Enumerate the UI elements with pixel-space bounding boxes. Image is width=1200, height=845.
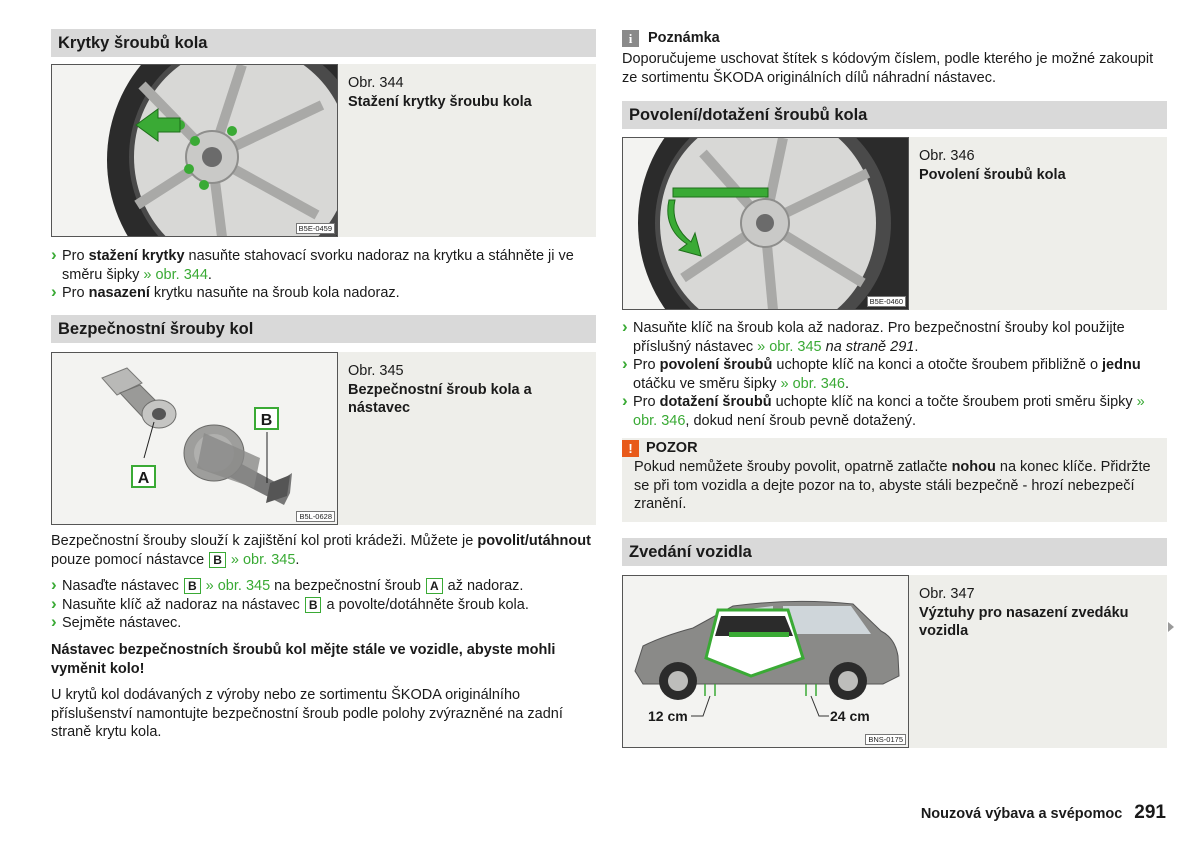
text: na konec klíče. Přidržte se při tom vozidla a dejte pozor na to, abyste stáli bezpečně - hrozí nebezpečí zranění.	[634, 459, 1151, 512]
note-text: Doporučujeme uschovat štítek s kódovým číslem, podle kterého je možné zakoupit ze sortimentu ŠKODA originálních dílů náhradní nástavec.	[622, 51, 1154, 86]
info-icon: i	[622, 30, 639, 47]
text: Pro	[62, 285, 89, 301]
figure-caption	[348, 74, 588, 111]
section-heading-loosen-tighten: Povolení/dotažení šroubů kola	[622, 101, 1167, 129]
list-item	[51, 577, 596, 596]
text: Sejměte nástavec.	[62, 615, 182, 631]
figure-number: Obr. 346	[919, 148, 975, 164]
figure-caption	[348, 362, 588, 418]
figure-code: B5L-0628	[296, 511, 335, 522]
warning-icon: !	[622, 440, 639, 457]
text: uchopte klíč na konci a otočte šroubem přibližně o	[772, 357, 1103, 373]
page-number: 291	[1134, 802, 1166, 823]
key-label-b: B	[209, 552, 226, 568]
bold-text: povolit/utáhnout	[477, 533, 591, 549]
important-note: Nástavec bezpečnostních šroubů kol mějte stále ve vozidle, abyste mohli vyměnit kolo!	[51, 642, 556, 677]
warning-text	[622, 458, 1167, 522]
note-heading	[622, 29, 720, 48]
wheel-cover-paragraph: U krytů kol dodávaných z výroby nebo ze sortimentu ŠKODA originálního příslušenství namontujte bezpečnostní šroub podle polohy zvýrazněné na zadní straně krytu kola.	[51, 687, 563, 740]
warning-heading	[622, 438, 1167, 458]
figure-code: BNS-0175	[865, 734, 906, 745]
figure-346	[622, 137, 1167, 310]
text: na bezpečnostní šroub	[270, 578, 425, 594]
bold-text: dotažení šroubů	[659, 394, 772, 410]
figure-code: B5E-0459	[296, 223, 335, 234]
figure-345-image	[51, 352, 338, 525]
text: Nasuňte klíč až nadoraz na nástavec	[62, 596, 304, 613]
italic-text: na straně 291	[821, 338, 915, 355]
list-item	[51, 284, 596, 303]
figure-title: Výztuhy pro nasazení zvedáku vozidla	[919, 604, 1129, 639]
figure-number: Obr. 344	[348, 75, 404, 91]
figure-link[interactable]: » obr. 345	[757, 338, 822, 355]
text: až nadoraz.	[443, 578, 524, 594]
warning-title: POZOR	[646, 440, 698, 456]
section-heading-lifting: Zvedání vozidla	[622, 538, 1167, 566]
figure-number: Obr. 345	[348, 363, 404, 379]
text: krytku nasuňte na šroub kola nadoraz.	[149, 285, 400, 301]
figure-347	[622, 575, 1167, 748]
label-b: B	[260, 412, 273, 429]
cap-instructions	[51, 247, 596, 303]
wheel-cap-removal-illustration	[52, 65, 338, 237]
continue-arrow-icon	[1168, 622, 1174, 632]
text: .	[914, 338, 919, 355]
figure-title: Stažení krytky šroubu kola	[348, 93, 532, 110]
figure-link[interactable]: » obr. 346	[633, 394, 1145, 429]
key-label-b: B	[305, 597, 322, 613]
text: Pokud nemůžete šrouby povolit, opatrně zatlačte	[634, 459, 952, 475]
wheel-wrench-illustration	[623, 138, 909, 310]
list-item	[622, 393, 1167, 430]
figure-link[interactable]: » obr. 346	[780, 375, 845, 392]
page-footer	[921, 804, 1166, 824]
bold-text: jednu	[1102, 357, 1141, 373]
text: , dokud není šroub pevně dotažený.	[685, 412, 916, 429]
text: Nasuňte klíč na šroub kola až nadoraz. Pro bezpečnostní šrouby kol použijte příslušný nástavec	[633, 320, 1125, 355]
text: Nasaďte nástavec	[62, 578, 183, 594]
text: pouze pomocí nástavce	[51, 551, 209, 568]
figure-caption	[919, 585, 1159, 641]
bold-text: stažení krytky	[88, 248, 185, 264]
security-bolt-illustration	[52, 353, 338, 525]
text: otáčku ve směru šipky	[633, 375, 781, 392]
key-label-b: B	[184, 578, 201, 594]
list-item	[51, 614, 596, 633]
label-a: A	[137, 470, 150, 487]
figure-link[interactable]: » obr. 345	[201, 578, 271, 594]
list-item	[622, 319, 1167, 356]
text: uchopte klíč na konci a točte šroubem proti směru šipky	[771, 394, 1137, 410]
text: .	[295, 551, 300, 568]
warning-box	[622, 438, 1167, 522]
figure-346-image	[622, 137, 909, 310]
text: a povolte/dotáhněte šroub kola.	[322, 596, 529, 613]
security-bolts-intro	[51, 532, 596, 569]
bold-text: nohou	[951, 459, 996, 475]
list-item	[622, 356, 1167, 393]
figure-code: B5E-0460	[867, 296, 906, 307]
figure-347-image	[622, 575, 909, 748]
text: Pro	[62, 248, 89, 264]
section-heading-security-bolts: Bezpečnostní šrouby kol	[51, 315, 596, 343]
figure-344	[51, 64, 596, 237]
bold-text: nasazení	[88, 285, 150, 301]
bold-text: povolení šroubů	[659, 357, 773, 373]
figure-number: Obr. 347	[919, 586, 975, 602]
loosen-tighten-instructions	[622, 319, 1167, 430]
figure-title: Povolení šroubů kola	[919, 166, 1066, 183]
footer-section-title: Nouzová výbava a svépomoc	[920, 806, 1123, 822]
figure-344-image	[51, 64, 338, 237]
text: .	[207, 266, 212, 283]
text: Pro	[633, 357, 660, 373]
vehicle-jacking-points-illustration	[623, 576, 909, 748]
dimension-left: 12 cm	[648, 708, 688, 724]
section-heading-wheel-bolt-caps: Krytky šroubů kola	[51, 29, 596, 57]
figure-345	[51, 352, 596, 525]
list-item	[51, 596, 596, 615]
text: Bezpečnostní šrouby slouží k zajištění kol proti krádeži. Můžete je	[51, 533, 478, 549]
dimension-right: 24 cm	[830, 708, 870, 724]
key-label-a: A	[426, 578, 443, 594]
figure-link[interactable]: » obr. 344	[143, 266, 208, 283]
figure-link[interactable]: » obr. 345	[226, 551, 296, 568]
security-bolt-instructions	[51, 577, 596, 633]
note-title: Poznámka	[648, 30, 720, 46]
figure-caption	[919, 147, 1159, 184]
text: Pro	[633, 394, 660, 410]
figure-title: Bezpečnostní šroub kola a nástavec	[348, 381, 532, 416]
list-item	[51, 247, 596, 284]
text: nasuňte stahovací svorku nadoraz na krytku a stáhněte ji ve směru šipky	[62, 248, 574, 283]
text: .	[844, 375, 850, 392]
